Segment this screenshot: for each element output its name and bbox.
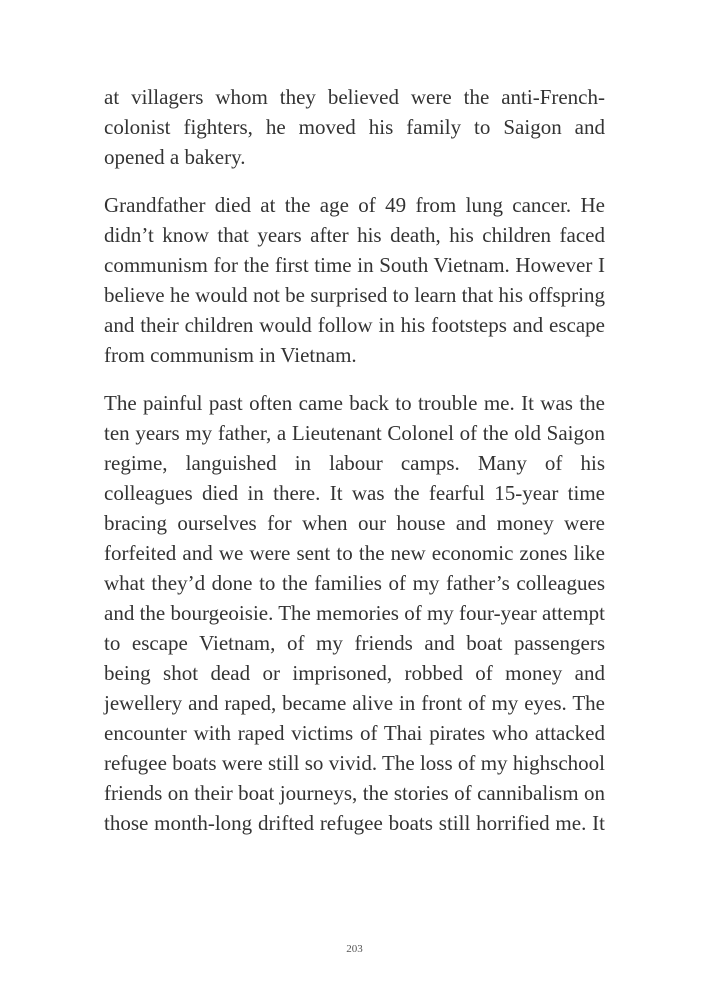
page-number: 203	[346, 943, 363, 955]
paragraph-3: The painful past often came back to trouble me. It was the ten years my father, a Lieutenant Colonel of the old Saigon regime, languished in labour camps. Many of his colleagues died in there. It was the fearful 15-year time bracing ourselves for when our house and money were forfeited and we were sent to the new economic zones like what they’d done to the families of my father’s colleagues and the bourgeoisie. The memories of my four-year attempt to escape Vietnam, of my friends and boat passengers being shot dead or imprisoned, robbed of money and jewellery and raped, became alive in front of my eyes. The encounter with raped victims of Thai pirates who attacked refugee boats were still so vivid. The loss of my highschool friends on their boat journeys, the stories of cannibalism on those month-long drifted refugee boats still horrified me. It	[104, 391, 605, 835]
body-text	[104, 82, 605, 856]
paragraph-1: at villagers whom they believed were the anti-French-colonist fighters, he moved his family to Saigon and opened a bakery.	[104, 85, 605, 169]
paragraph-2: Grandfather died at the age of 49 from lung cancer. He didn’t know that years after his death, his children faced communism for the first time in South Vietnam. However I believe he would not be surprised to learn that his offspring and their children would follow in his footsteps and escape from communism in Vietnam.	[104, 193, 605, 367]
